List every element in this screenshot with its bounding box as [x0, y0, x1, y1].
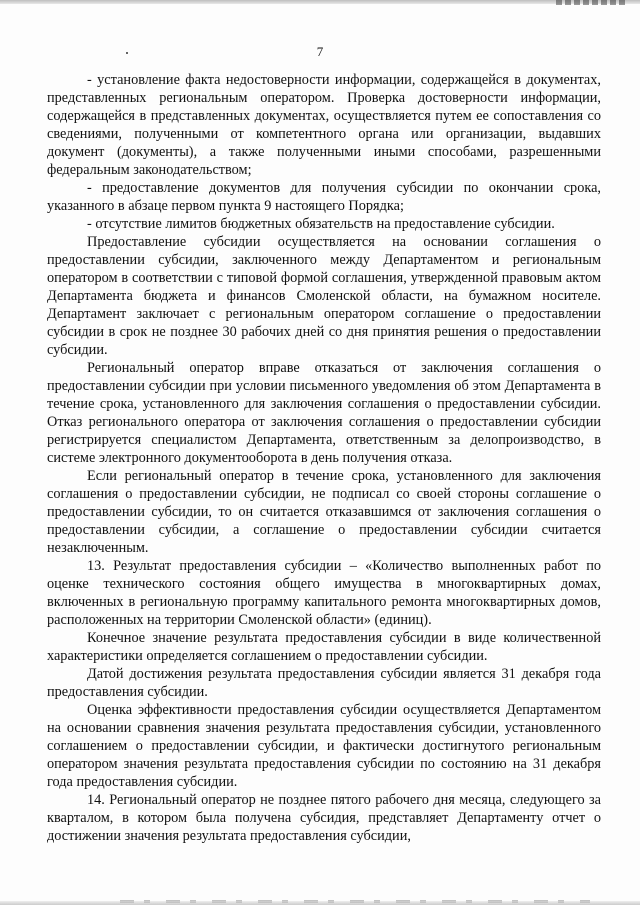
paragraph: Датой достижения результата предоставления субсидии является 31 декабря года предоставления субсидии.: [47, 666, 601, 700]
page-number: 7: [316, 44, 324, 59]
paragraph: Региональный оператор вправе отказаться от заключения соглашения о предоставлении субсидии при условии письменного уведомления об этом Департамента в течение срока, установленного для заключения соглашения о предоставлении субсидии. Отказ регионального оператора от заключения соглашения о предоставлении субсидии регистрируется специалистом Департамента, ответственным за делопроизводство, в системе электронного документооборота в день получения отказа.: [47, 360, 601, 466]
scan-bottom-edge: [0, 901, 640, 905]
paragraph: Предоставление субсидии осуществляется на основании соглашения о предоставлении субсидии, заключенного между Департаментом и региональным оператором в соответствии с типовой формой соглашения, утвержденной правовым актом Департамента бюджета и финансов Смоленской области, на бумажном носителе. Департамент заключает с региональным оператором соглашение о предоставлении субсидии в срок не позднее 30 рабочих дней со дня принятия решения о предоставлении субсидии.: [47, 234, 601, 358]
paragraph: - предоставление документов для получения субсидии по окончании срока, указанного в абзаце первом пункта 9 настоящего Порядка;: [47, 180, 601, 214]
paragraph: 13. Результат предоставления субсидии – «Количество выполненных работ по оценке технического состояния общего имущества в многоквартирных домах, включенных в региональную программу капитального ремонта многоквартирных домов, расположенных на территории Смоленской области» (единиц).: [47, 558, 601, 628]
scan-top-right-mark: [556, 0, 626, 5]
paragraph: 14. Региональный оператор не позднее пятого рабочего дня месяца, следующего за кварталом, в котором была получена субсидия, представляет Департаменту отчет о достижении значения результата предоставления субсидии,: [47, 792, 601, 844]
paragraph: - отсутствие лимитов бюджетных обязательств на предоставление субсидии.: [87, 216, 555, 232]
document-body: [47, 71, 601, 845]
paragraph: Конечное значение результата предоставления субсидии в виде количественной характеристики определяется соглашением о предоставлении субсидии.: [47, 630, 601, 664]
paragraph: - установление факта недостоверности информации, содержащейся в документах, представленных региональным оператором. Проверка достоверности информации, содержащейся в представленных документах, осуществляется путем ее сопоставления со сведениями, полученными от компетентного органа или организации, выдавших документ (документы), а также полученными иными способами, разрешенными федеральным законодательством;: [47, 72, 601, 178]
paragraph: Если региональный оператор в течение срока, установленного для заключения соглашения о предоставлении субсидии, не подписал со своей стороны соглашение о предоставлении субсидии, то он считается отказавшимся от заключения соглашения о предоставлении субсидии, а соглашение о предоставлении субсидии считается незаключенным.: [47, 468, 601, 556]
paragraph: Оценка эффективности предоставления субсидии осуществляется Департаментом на основании сравнения значения результата предоставления субсидии, установленного соглашением о предоставлении субсидии, и фактически достигнутого региональным оператором значения результата предоставления субсидии по состоянию на 31 декабря года предоставления субсидии.: [47, 702, 601, 790]
scan-top-edge: [0, 0, 640, 4]
